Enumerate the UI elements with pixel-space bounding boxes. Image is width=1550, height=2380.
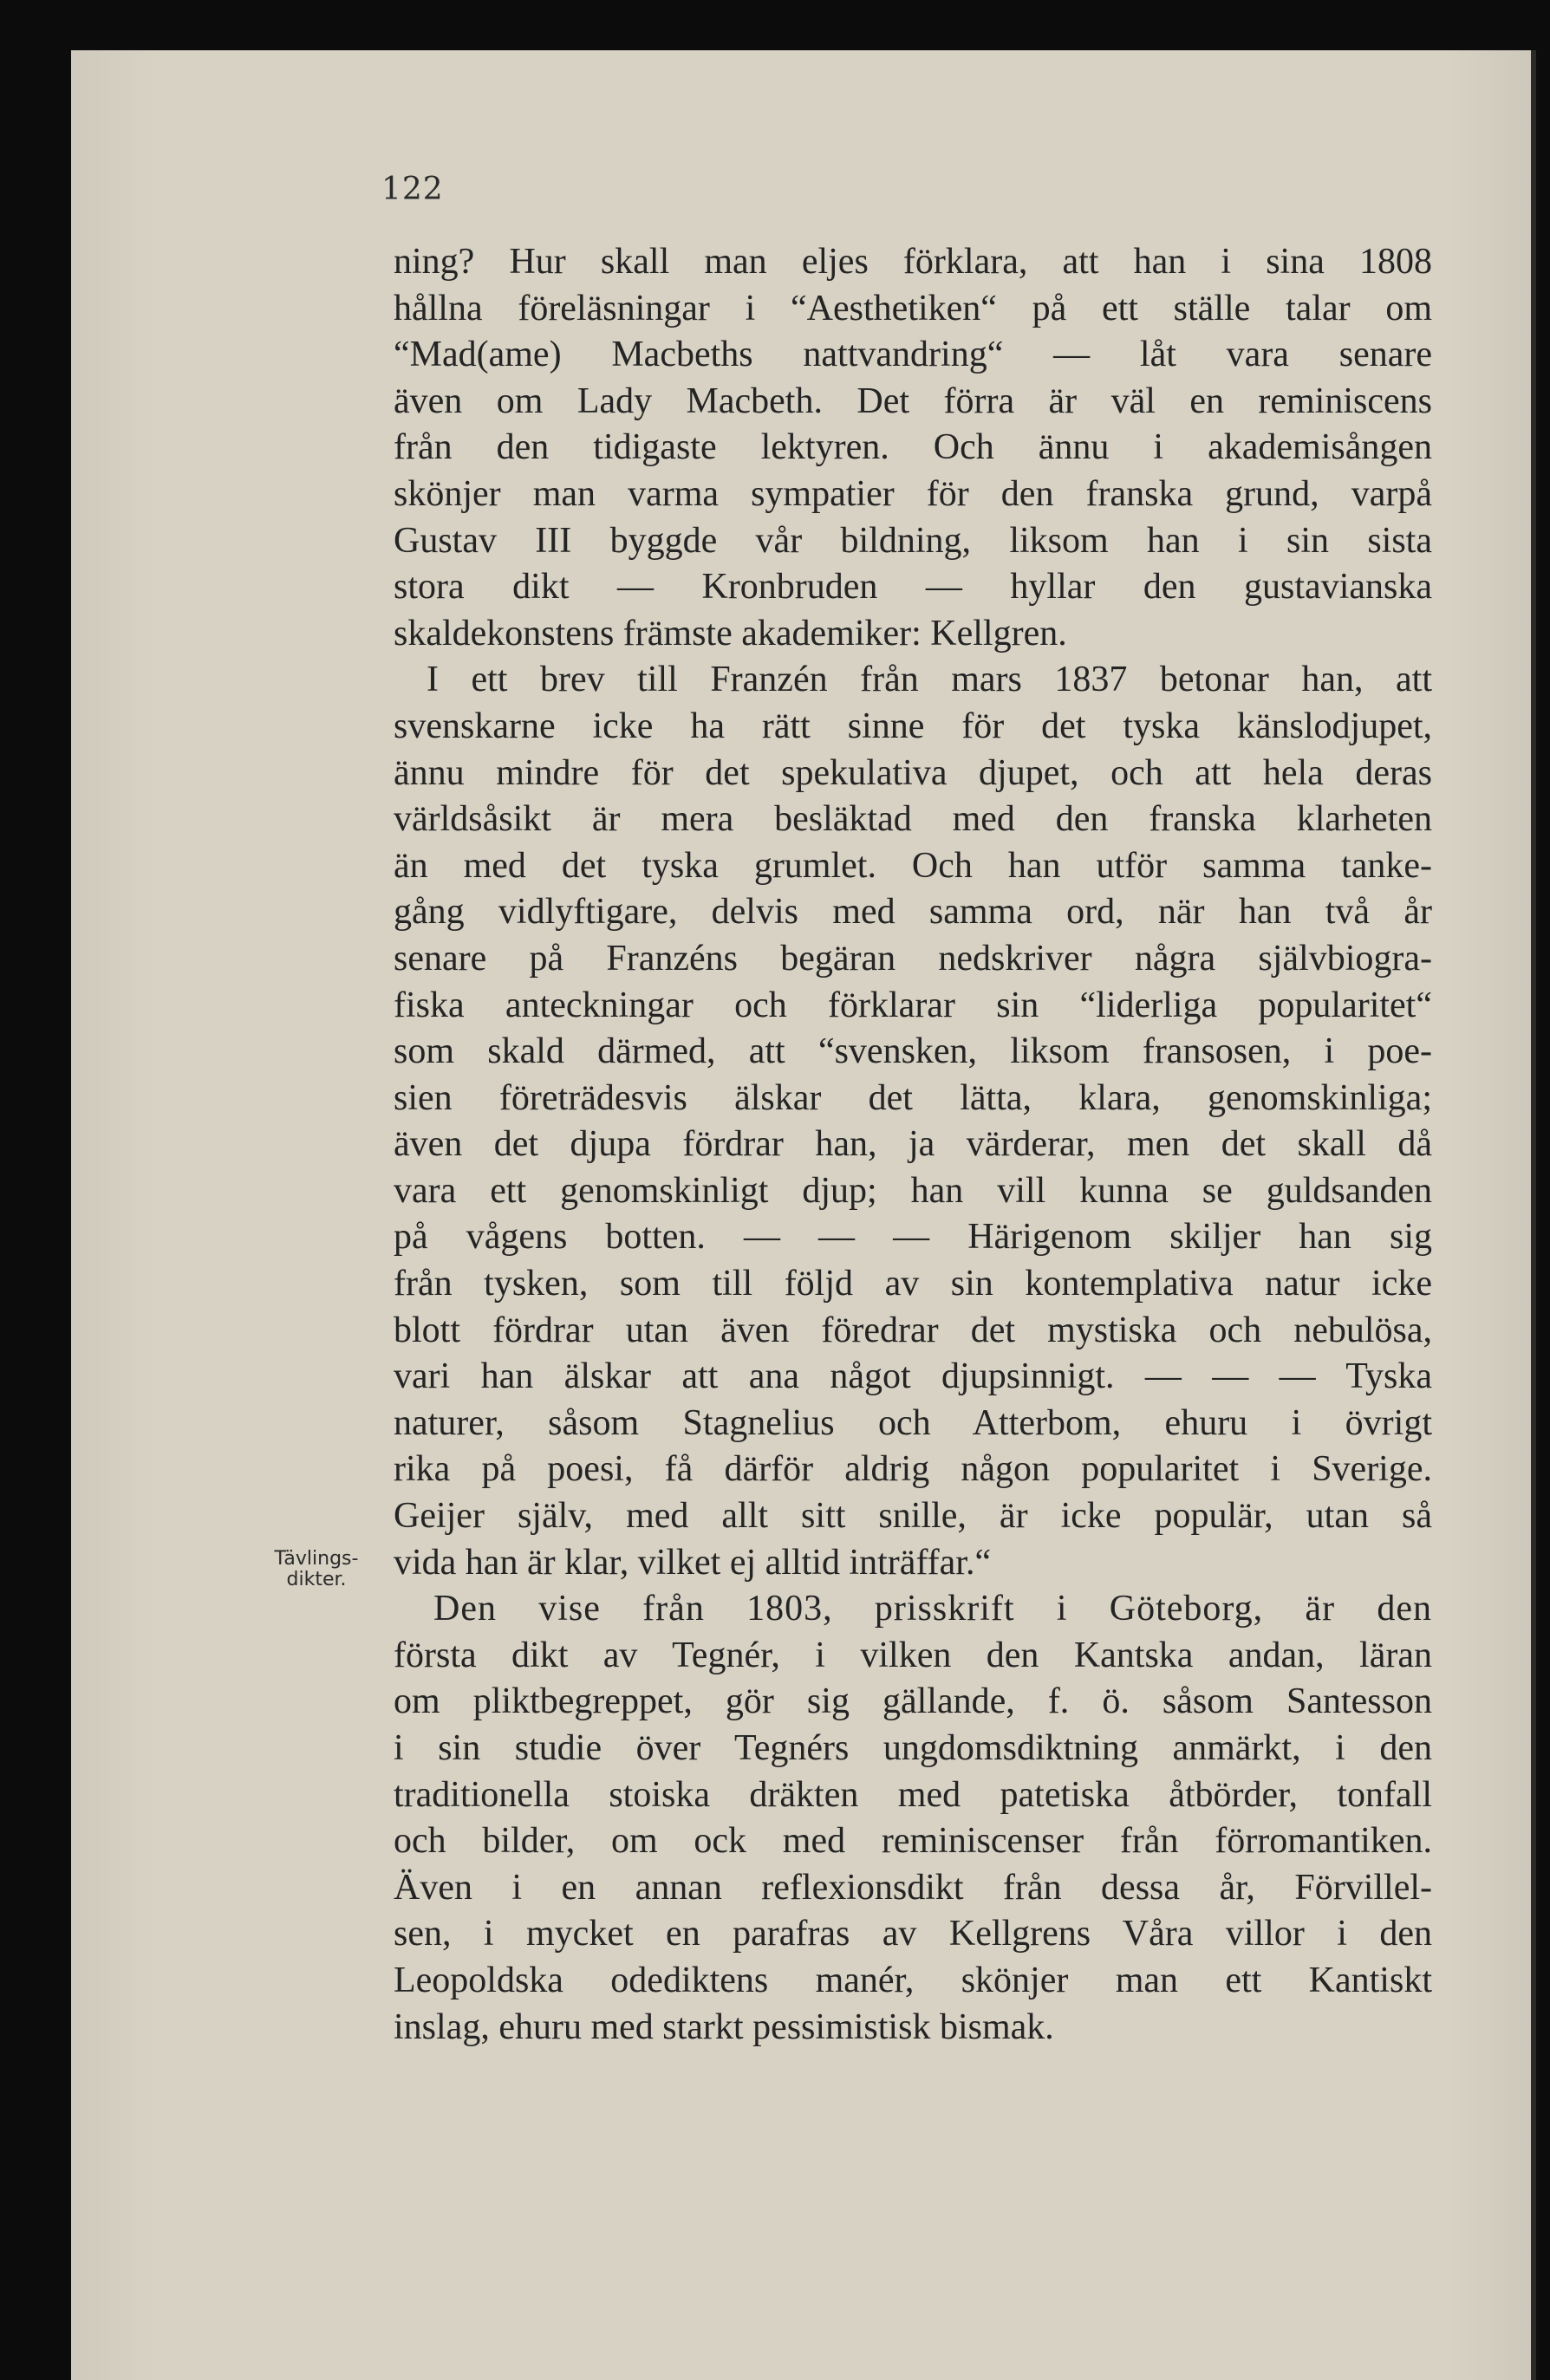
text-line: gång vidlyftigare, delvis med samma ord, när han två år (394, 892, 1432, 933)
text-line: även om Lady Macbeth. Det förra är väl en reminiscens (394, 380, 1432, 421)
text-line: Gustav III byggde vår bildning, liksom han i sin sista (394, 520, 1432, 561)
text-line: Geijer själv, med allt sitt snille, är icke populär, utan så (394, 1496, 1432, 1537)
text-line: blott fördrar utan även föredrar det mystiska och nebulösa, (394, 1310, 1432, 1350)
text-line: från den tidigaste lektyren. Och ännu i akademisången (394, 427, 1432, 468)
text-line: “Mad(ame) Macbeths nattvandring“ — låt vara senare (394, 335, 1432, 375)
margin-note-line: dikter. (286, 1569, 347, 1590)
text-line: även det djupa fördrar han, ja värderar, men det skall då (394, 1124, 1432, 1165)
text-line: sen, i mycket en parafras av Kellgrens Våra villor i den (394, 1914, 1432, 1954)
text-line: senare på Franzéns begäran nedskriver några självbiogra- (394, 938, 1432, 979)
text-line: om pliktbegreppet, gör sig gällande, f. ö. såsom Santesson (394, 1681, 1432, 1722)
page-number: 122 (381, 172, 444, 207)
body-text (394, 239, 1432, 2051)
text-line: sien företrädesvis älskar det lätta, klara, genomskinliga; (394, 1077, 1432, 1118)
text-line: skaldekonstens främste akademiker: Kellgren. (394, 613, 1067, 654)
text-line: rika på poesi, få därför aldrig någon popularitet i Sverige. (394, 1449, 1432, 1490)
text-line: ännu mindre för det spekulativa djupet, och att hela deras (394, 752, 1432, 793)
text-line: inslag, ehuru med starkt pessimistisk bismak. (394, 2006, 1054, 2047)
text-line: första dikt av Tegnér, i vilken den Kantska andan, läran (394, 1635, 1432, 1675)
text-line: hållna föreläsningar i “Aesthetiken“ på ett ställe talar om (394, 288, 1432, 328)
text-line: skönjer man varma sympatier för den franska grund, varpå (394, 473, 1432, 514)
text-line: Den vise från 1803, prisskrift i Göteborg, är den (433, 1589, 1432, 1629)
text-line: svenskarne icke ha rätt sinne för det tyska känslodjupet, (394, 706, 1432, 746)
text-line: från tysken, som till följd av sin kontemplativa natur icke (394, 1264, 1432, 1304)
text-line: naturer, såsom Stagnelius och Atterbom, ehuru i övrigt (394, 1402, 1432, 1443)
text-line: världsåsikt är mera besläktad med den franska klarheten (394, 799, 1432, 840)
page-edge (1531, 50, 1536, 2380)
text-line: på vågens botten. — — — Härigenom skiljer han sig (394, 1217, 1432, 1258)
text-line: I ett brev till Franzén från mars 1837 betonar han, att (427, 660, 1432, 700)
text-line: i sin studie över Tegnérs ungdomsdiktning anmärkt, i den (394, 1728, 1432, 1768)
text-line: Leopoldska odediktens manér, skönjer man ett Kantiskt (394, 1960, 1432, 2000)
text-line: stora dikt — Kronbruden — hyllar den gustavianska (394, 567, 1432, 608)
text-line: traditionella stoiska dräkten med patetiska åtbörder, tonfall (394, 1774, 1432, 1815)
text-line: Även i en annan reflexionsdikt från dessa år, Förvillel- (394, 1867, 1432, 1908)
margin-note (251, 1549, 381, 1590)
text-line: vida han är klar, vilket ej alltid inträffar.“ (394, 1542, 992, 1583)
text-line: vara ett genomskinligt djup; han vill kunna se guldsanden (394, 1170, 1432, 1211)
text-line: som skald därmed, att “svensken, liksom fransosen, i poe- (394, 1031, 1432, 1072)
margin-note-line: Tävlings- (274, 1548, 359, 1570)
text-line: ning? Hur skall man eljes förklara, att han i sina 1808 (394, 242, 1432, 282)
text-line: vari han älskar att ana något djupsinnigt. — — — Tyska (394, 1356, 1432, 1397)
text-line: fiska anteckningar och förklarar sin “liderliga popularitet“ (394, 985, 1432, 1025)
text-line: och bilder, om ock med reminiscenser från förromantiken. (394, 1821, 1432, 1862)
text-line: än med det tyska grumlet. Och han utför samma tanke- (394, 845, 1432, 886)
